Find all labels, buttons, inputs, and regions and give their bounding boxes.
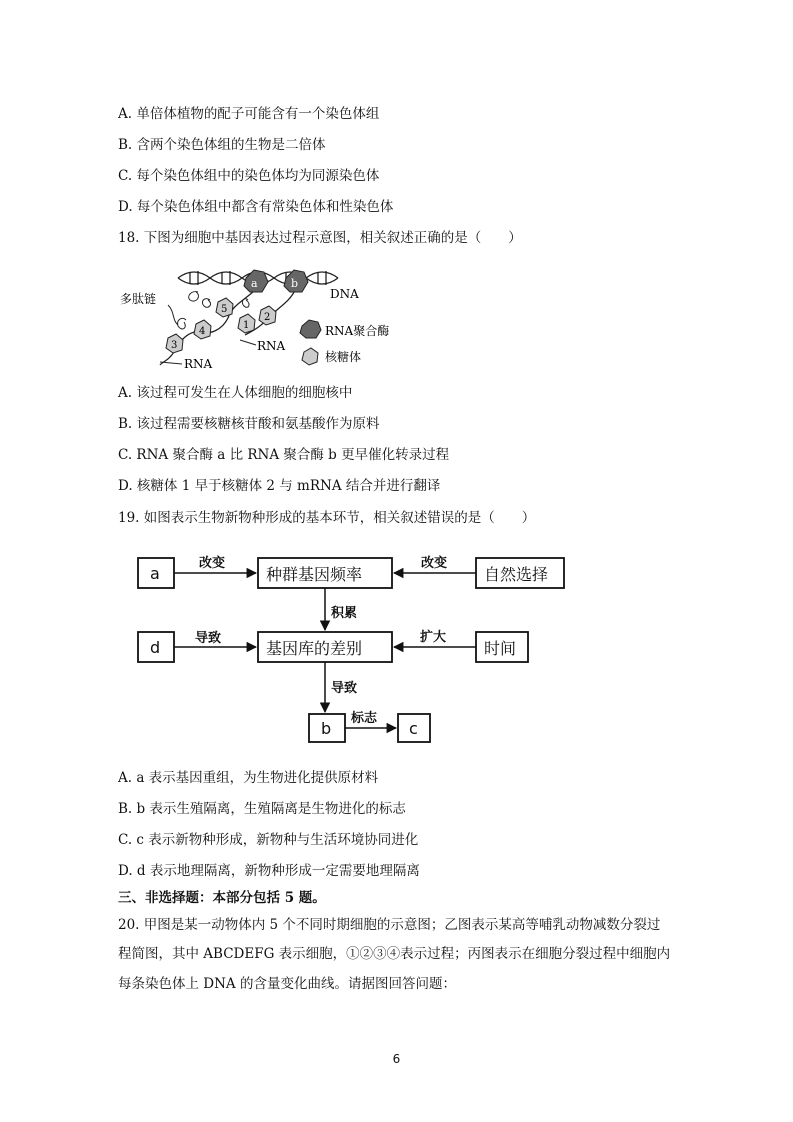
label-rna-2: RNA bbox=[257, 339, 286, 353]
ribosome-5-label: 5 bbox=[221, 304, 228, 315]
box-natural-selection-label: 自然选择 bbox=[484, 565, 549, 584]
enzyme-b-label: b bbox=[291, 277, 299, 290]
q17-option-c: C. 每个染色体组中的染色体均为同源染色体 bbox=[118, 168, 380, 184]
label-dna: DNA bbox=[330, 287, 359, 301]
enzyme-a-label: a bbox=[251, 277, 258, 290]
q17-option-a: A. 单倍体植物的配子可能含有一个染色体组 bbox=[118, 106, 380, 122]
q19-option-c: C. c 表示新物种形成，新物种与生活环境协同进化 bbox=[118, 832, 419, 848]
arrow-expand-label: 扩大 bbox=[420, 630, 447, 645]
box-time-label: 时间 bbox=[484, 639, 517, 658]
q19-stem: 19. 如图表示生物新物种形成的基本环节，相关叙述错误的是（ ） bbox=[118, 510, 536, 526]
q19-option-a: A. a 表示基因重组，为生物进化提供原材料 bbox=[118, 770, 379, 786]
arrow-lead-left-label: 导致 bbox=[195, 631, 222, 646]
q17-option-b: B. 含两个染色体组的生物是二倍体 bbox=[118, 137, 326, 153]
section-3-title: 三、非选择题：本部分包括 5 题。 bbox=[118, 890, 326, 906]
q20-line-1: 20. 甲图是某一动物体内 5 个不同时期细胞的示意图；乙图表示某高等哺乳动物减数分裂过 bbox=[118, 917, 661, 933]
label-rna-1: RNA bbox=[184, 357, 213, 371]
ribosome-4-label: 4 bbox=[199, 326, 206, 337]
box-c-label: c bbox=[409, 719, 418, 738]
arrow-change-right-label: 改变 bbox=[421, 556, 448, 571]
box-gene-frequency-label: 种群基因频率 bbox=[266, 565, 363, 584]
q18-option-d: D. 核糖体 1 早于核糖体 2 与 mRNA 结合并进行翻译 bbox=[118, 478, 441, 494]
box-gene-pool-label: 基因库的差别 bbox=[266, 639, 363, 658]
ribosome-3-label: 3 bbox=[171, 340, 178, 351]
box-b-label: b bbox=[321, 719, 332, 738]
arrow-accumulate-label: 积累 bbox=[331, 606, 358, 621]
ribosome-1-label: 1 bbox=[243, 320, 250, 331]
arrow-change-left-label: 改变 bbox=[199, 556, 226, 571]
q19-option-b: B. b 表示生殖隔离，生殖隔离是生物进化的标志 bbox=[118, 801, 406, 817]
page-number: 6 bbox=[392, 1052, 401, 1066]
q18-option-b: B. 该过程需要核糖核苷酸和氨基酸作为原料 bbox=[118, 416, 380, 432]
q18-stem: 18. 下图为细胞中基因表达过程示意图，相关叙述正确的是（ ） bbox=[118, 230, 522, 246]
q17-option-d: D. 每个染色体组中都含有常染色体和性染色体 bbox=[118, 199, 394, 215]
box-a-label: a bbox=[150, 564, 160, 583]
q20-line-3: 每条染色体上 DNA 的含量变化曲线。请据图回答问题： bbox=[118, 976, 456, 992]
arrow-mark-label: 标志 bbox=[351, 711, 378, 726]
q18-option-a: A. 该过程可发生在人体细胞的细胞核中 bbox=[118, 385, 353, 401]
box-d-label: d bbox=[150, 638, 161, 657]
svg-text:核糖体: 核糖体 bbox=[325, 350, 362, 364]
label-peptide: 多肽链 bbox=[120, 292, 157, 306]
svg-text:RNA聚合酶: RNA聚合酶 bbox=[325, 324, 390, 338]
q20-line-2: 程简图，其中 ABCDEFG 表示细胞，①②③④表示过程；丙图表示在细胞分裂过程中细胞内 bbox=[118, 946, 671, 962]
ribosome-2-label: 2 bbox=[264, 312, 271, 323]
arrow-lead-down-label: 导致 bbox=[331, 681, 358, 696]
q19-option-d: D. d 表示地理隔离，新物种形成一定需要地理隔离 bbox=[118, 863, 420, 879]
q18-option-c: C. RNA 聚合酶 a 比 RNA 聚合酶 b 更早催化转录过程 bbox=[118, 447, 450, 463]
